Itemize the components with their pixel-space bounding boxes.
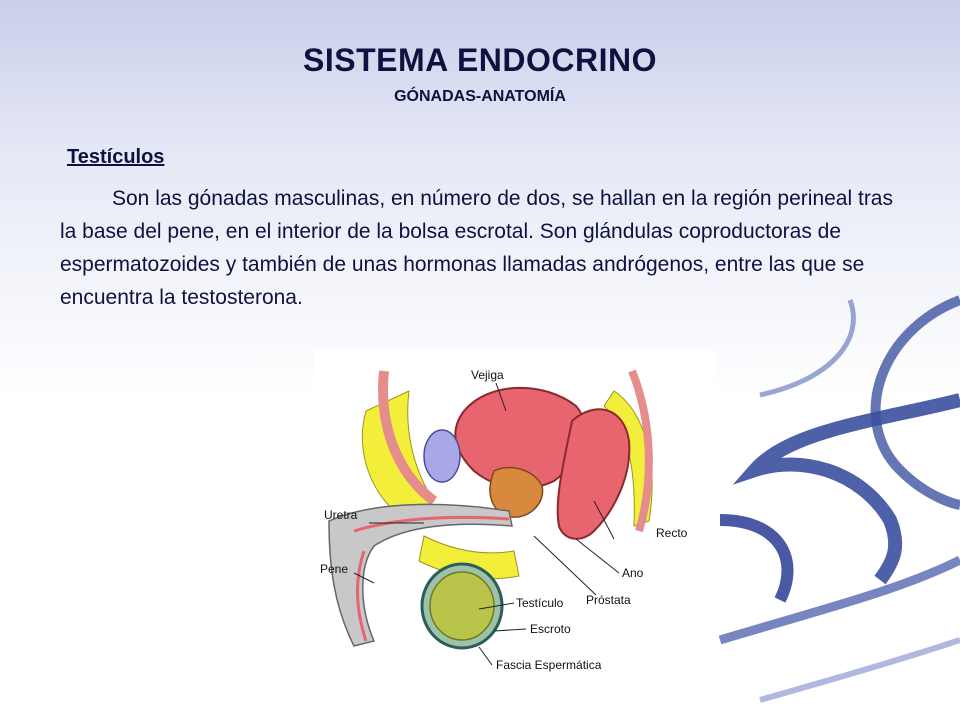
label-fascia-espermatica: Fascia Espermática xyxy=(496,658,602,672)
label-ano: Ano xyxy=(622,566,644,580)
label-uretra: Uretra xyxy=(324,508,358,522)
slide-title: SISTEMA ENDOCRINO xyxy=(303,42,657,78)
label-vejiga: Vejiga xyxy=(471,368,504,382)
slide-subtitle: GÓNADAS-ANATOMÍA xyxy=(394,88,566,105)
label-pene: Pene xyxy=(320,562,349,576)
body-paragraph: Son las gónadas masculinas, en número de dos, se hallan en la región perineal tras la base del pene, en el interior de la bolsa escrotal. Son glándulas coproductoras de espermatozoides y también de unas hormonas llamadas andrógenos, entre las que se encuentra la testosterona. xyxy=(60,187,893,309)
anatomy-figure xyxy=(314,351,716,677)
section-heading: Testículos xyxy=(67,146,165,168)
label-recto: Recto xyxy=(656,526,688,540)
label-testiculo: Testículo xyxy=(516,596,564,610)
male-reproductive-anatomy-illustration xyxy=(314,351,716,677)
label-prostata: Próstata xyxy=(586,593,631,607)
label-escroto: Escroto xyxy=(530,622,571,636)
